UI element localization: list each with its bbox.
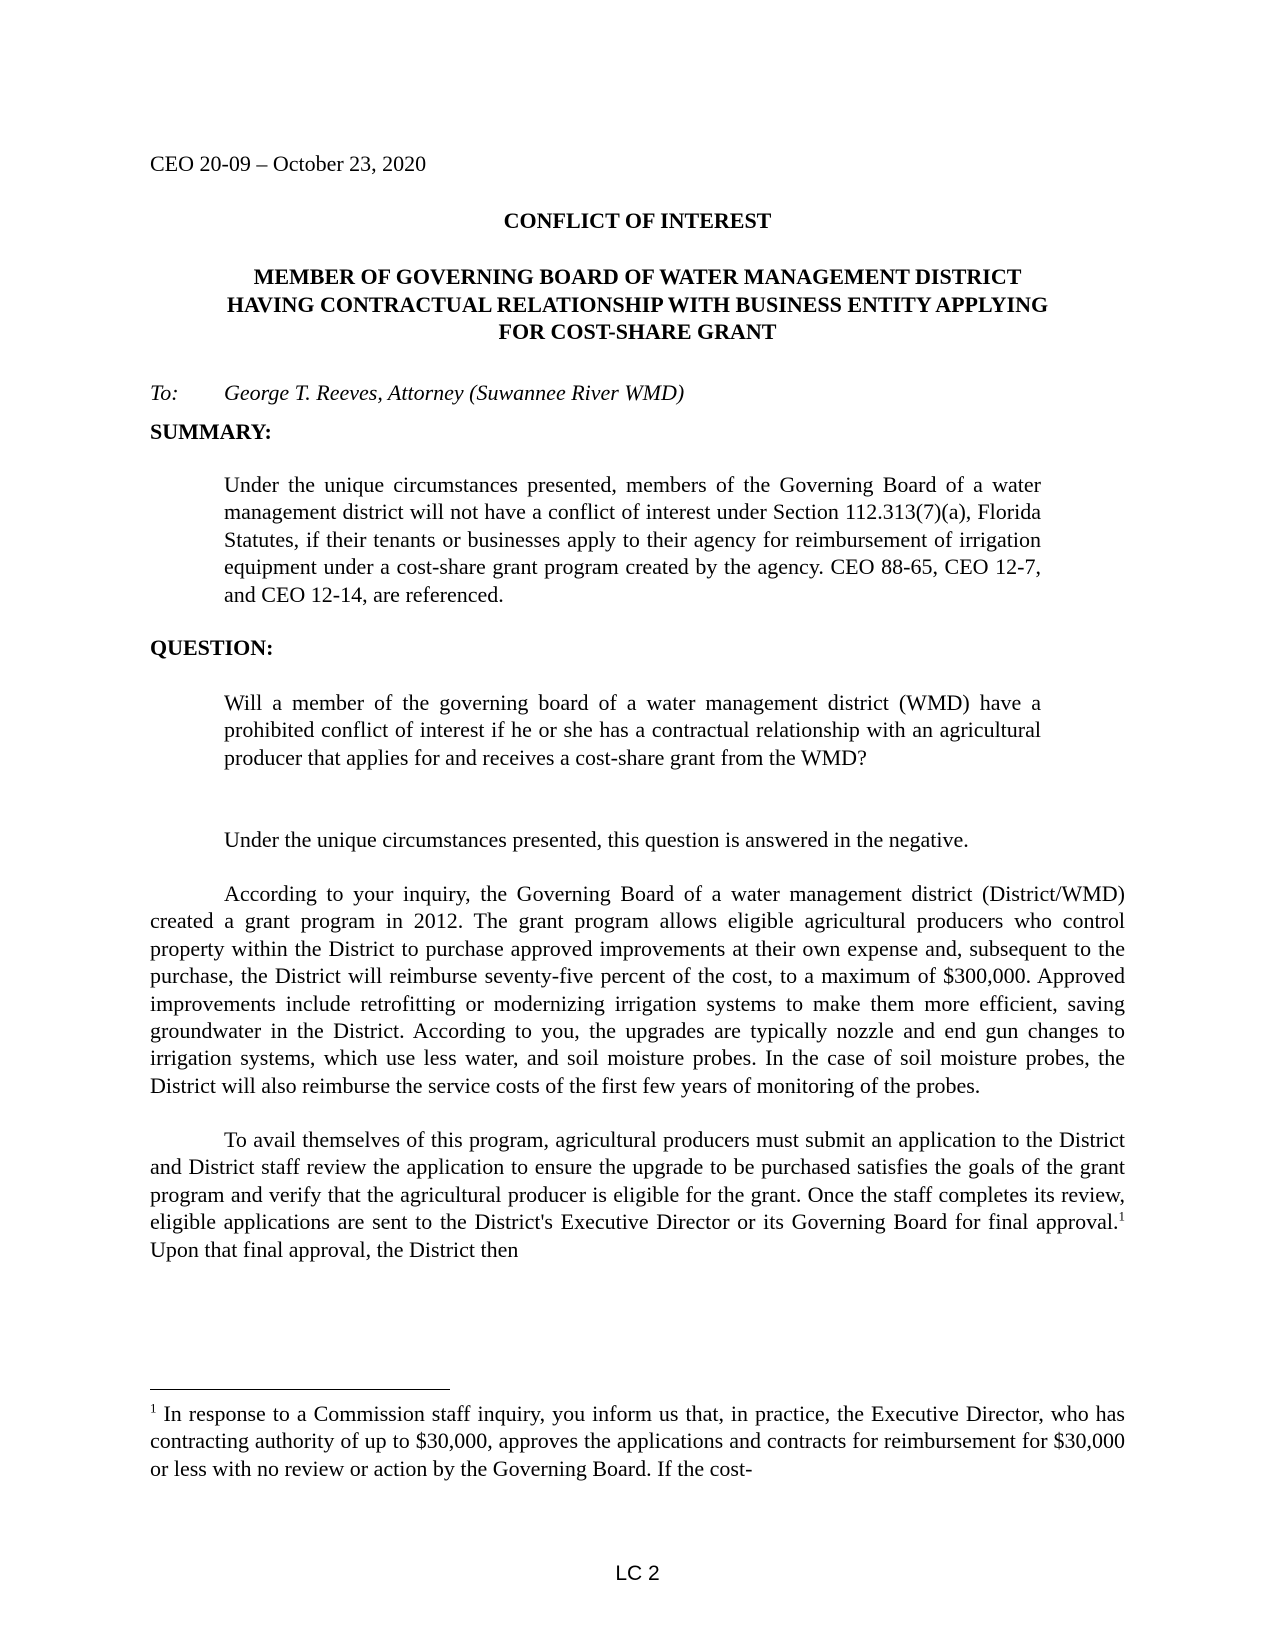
summary-text: Under the unique circumstances presented, members of the Governing Board of a water management district will not have a conflict of interest under Section 112.313(7)(a), Florida Statutes, if their tenants or businesses apply to their agency for reimbursement of irrigation equipment under a cost-share grant program created by the agency. CEO 88-65, CEO 12-7, and CEO 12-14, are referenced. xyxy=(224,472,1041,607)
subtitle-line: HAVING CONTRACTUAL RELATIONSHIP WITH BUSINESS ENTITY APPLYING xyxy=(226,291,1049,317)
document-title: CONFLICT OF INTEREST xyxy=(503,208,772,233)
page-number: LC 2 xyxy=(615,1562,660,1585)
paragraph-text: Upon that final approval, the District then xyxy=(150,1236,519,1262)
footnote-divider xyxy=(150,1389,450,1390)
body-paragraph-2 xyxy=(150,1126,1125,1263)
question-answer: Under the unique circumstances presented, this question is answered in the negative. xyxy=(224,827,969,852)
citation-line: CEO 20-09 – October 23, 2020 xyxy=(150,151,427,176)
addressee-label: To: xyxy=(150,380,179,405)
subtitle-line: FOR COST-SHARE GRANT xyxy=(498,319,777,345)
footnote-text: In response to a Commission staff inquiry, you inform us that, in practice, the Executive Director, who has contracting authority of up to $30,000, approves the applications and contracts for reimbursement for $30,000 or less with no review or action by the Governing Board. If the cost- xyxy=(150,1401,1125,1481)
document-subtitle xyxy=(150,263,1125,346)
addressee-name: George T. Reeves, Attorney (Suwannee River WMD) xyxy=(224,380,685,405)
footnote xyxy=(150,1400,1125,1482)
paragraph-text: To avail themselves of this program, agricultural producers must submit an application to the District and District staff review the application to ensure the upgrade to be purchased satisfies the goals of the grant program and verify that the agricultural producer is eligible for the grant. Once the staff completes its review, eligible applications are sent to the District's Executive Director or its Governing Board for final approval. xyxy=(150,1127,1125,1235)
addressee-line xyxy=(150,379,684,406)
question-heading: QUESTION: xyxy=(150,635,274,660)
question-text: Will a member of the governing board of a water management district (WMD) have a prohibited conflict of interest if he or she has a contractual relationship with an agricultural producer that applies for and receives a cost-share grant from the WMD? xyxy=(224,690,1041,770)
footnote-marker: 1 xyxy=(150,1400,157,1416)
body-paragraph-1: According to your inquiry, the Governing Board of a water management district (District/WMD) created a grant program in 2012. The grant program allows eligible agricultural producers who control property within the District to purchase approved improvements at their own expense and, subsequent to the purchase, the District will reimburse seventy-five percent of the cost, to a maximum of $300,000. Approved improvements include retrofitting or modernizing irrigation systems to make them more efficient, saving groundwater in the District. According to you, the upgrades are typically nozzle and end gun changes to irrigation systems, which use less water, and soil moisture probes. In the case of soil moisture probes, the District will also reimburse the service costs of the first few years of monitoring of the probes. xyxy=(150,881,1125,1098)
footnote-reference[interactable]: 1 xyxy=(1118,1208,1125,1224)
subtitle-line: MEMBER OF GOVERNING BOARD OF WATER MANAGEMENT DISTRICT xyxy=(253,264,1022,289)
summary-heading: SUMMARY: xyxy=(150,419,272,444)
